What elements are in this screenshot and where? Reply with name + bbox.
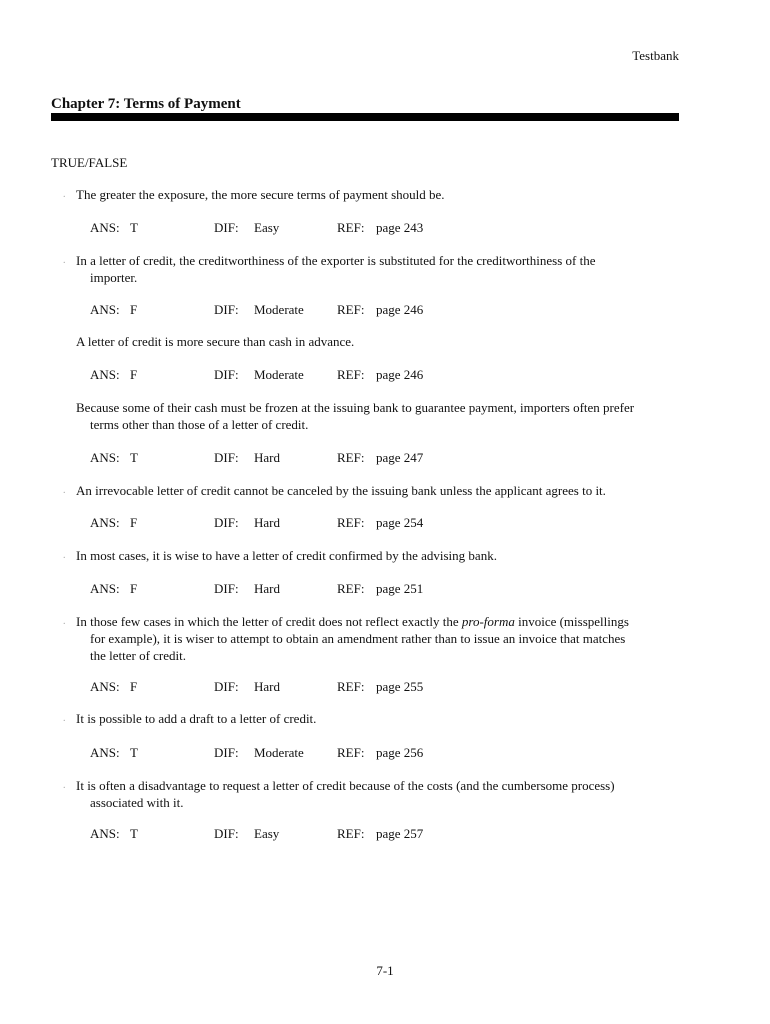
question-9: [51, 777, 651, 811]
ref-value: page 257: [376, 826, 424, 841]
question-text: It is often a disadvantage to request a letter of credit because of the costs (and the cumbersome process) associated with it.: [76, 778, 615, 810]
page-header-label: Testbank: [632, 48, 679, 63]
ans-value: F: [130, 581, 138, 596]
ref-label: REF:: [337, 220, 365, 235]
ans-label: ANS:: [90, 367, 120, 382]
italic-term: pro-forma: [461, 614, 515, 629]
ans-value: F: [130, 302, 138, 317]
ref-value: page 243: [376, 220, 424, 235]
question-5: [51, 482, 651, 499]
answer-row-9: [90, 825, 510, 842]
answer-row-6: [90, 580, 510, 597]
ref-label: REF:: [337, 581, 365, 596]
dif-label: DIF:: [214, 581, 239, 596]
ans-value: F: [130, 367, 138, 382]
ans-label: ANS:: [90, 826, 120, 841]
question-marker: .: [63, 255, 66, 266]
ref-value: page 251: [376, 581, 424, 596]
question-text: The greater the exposure, the more secure terms of payment should be.: [76, 187, 445, 202]
question-marker: .: [63, 616, 66, 627]
dif-value: Hard: [254, 581, 280, 596]
question-text: In most cases, it is wise to have a letter of credit confirmed by the advising bank.: [76, 548, 497, 563]
ref-label: REF:: [337, 515, 365, 530]
question-7: [51, 613, 651, 664]
ans-label: ANS:: [90, 581, 120, 596]
dif-label: DIF:: [214, 745, 239, 760]
ans-label: ANS:: [90, 450, 120, 465]
ans-value: F: [130, 679, 138, 694]
answer-row-4: [90, 449, 510, 466]
answer-row-3: [90, 366, 510, 383]
question-text: In a letter of credit, the creditworthiness of the exporter is substituted for the creditworthiness of the importer.: [76, 253, 596, 285]
question-8: [51, 710, 651, 727]
question-1: [51, 186, 651, 203]
ans-label: ANS:: [90, 745, 120, 760]
dif-value: Hard: [254, 450, 280, 465]
dif-value: Easy: [254, 826, 280, 841]
ans-value: T: [130, 220, 138, 235]
dif-value: Hard: [254, 679, 280, 694]
section-label: TRUE/FALSE: [51, 155, 128, 170]
question-marker: .: [63, 485, 66, 496]
question-text: It is possible to add a draft to a letter of credit.: [76, 711, 317, 726]
ref-value: page 254: [376, 515, 424, 530]
ref-value: page 247: [376, 450, 424, 465]
question-text: In those few cases in which the letter of credit does not reflect exactly the pro-forma invoice (misspellings for example), it is wiser to attempt to obtain an amendment rather than to issue an invoice that matches the letter of credit.: [76, 614, 629, 663]
dif-label: DIF:: [214, 302, 239, 317]
question-marker: .: [63, 550, 66, 561]
answer-row-1: [90, 219, 510, 236]
answer-row-7: [90, 678, 510, 695]
dif-label: DIF:: [214, 220, 239, 235]
answer-row-5: [90, 514, 510, 531]
dif-label: DIF:: [214, 450, 239, 465]
ans-value: T: [130, 745, 138, 760]
ans-value: T: [130, 826, 138, 841]
chapter-title: Chapter 7: Terms of Payment: [51, 96, 241, 112]
ans-value: F: [130, 515, 138, 530]
question-3: [51, 333, 651, 350]
dif-label: DIF:: [214, 367, 239, 382]
dif-label: DIF:: [214, 679, 239, 694]
ans-label: ANS:: [90, 679, 120, 694]
ref-value: page 246: [376, 367, 424, 382]
question-2: [51, 252, 651, 286]
dif-label: DIF:: [214, 515, 239, 530]
ans-value: T: [130, 450, 138, 465]
ref-label: REF:: [337, 302, 365, 317]
question-6: [51, 547, 651, 564]
ref-value: page 256: [376, 745, 424, 760]
question-text: Because some of their cash must be frozen at the issuing bank to guarantee payment, importers often prefer terms other than those of a letter of credit.: [76, 400, 635, 432]
answer-row-2: [90, 301, 510, 318]
ref-label: REF:: [337, 826, 365, 841]
question-marker: .: [63, 713, 66, 724]
question-marker: .: [63, 189, 66, 200]
ans-label: ANS:: [90, 302, 120, 317]
question-text: A letter of credit is more secure than cash in advance.: [76, 334, 355, 349]
answer-row-8: [90, 744, 510, 761]
dif-value: Hard: [254, 515, 280, 530]
dif-label: DIF:: [214, 826, 239, 841]
ans-label: ANS:: [90, 515, 120, 530]
ref-label: REF:: [337, 367, 365, 382]
page-number: 7-1: [376, 963, 394, 978]
dif-value: Easy: [254, 220, 280, 235]
ref-label: REF:: [337, 450, 365, 465]
ans-label: ANS:: [90, 220, 120, 235]
question-4: [51, 399, 651, 433]
ref-label: REF:: [337, 745, 365, 760]
dif-value: Moderate: [254, 367, 304, 382]
question-text: An irrevocable letter of credit cannot be canceled by the issuing bank unless the applicant agrees to it.: [76, 483, 606, 498]
question-marker: .: [63, 780, 66, 791]
ref-value: page 255: [376, 679, 424, 694]
dif-value: Moderate: [254, 302, 304, 317]
dif-value: Moderate: [254, 745, 304, 760]
title-rule: [51, 113, 679, 121]
ref-label: REF:: [337, 679, 365, 694]
ref-value: page 246: [376, 302, 424, 317]
